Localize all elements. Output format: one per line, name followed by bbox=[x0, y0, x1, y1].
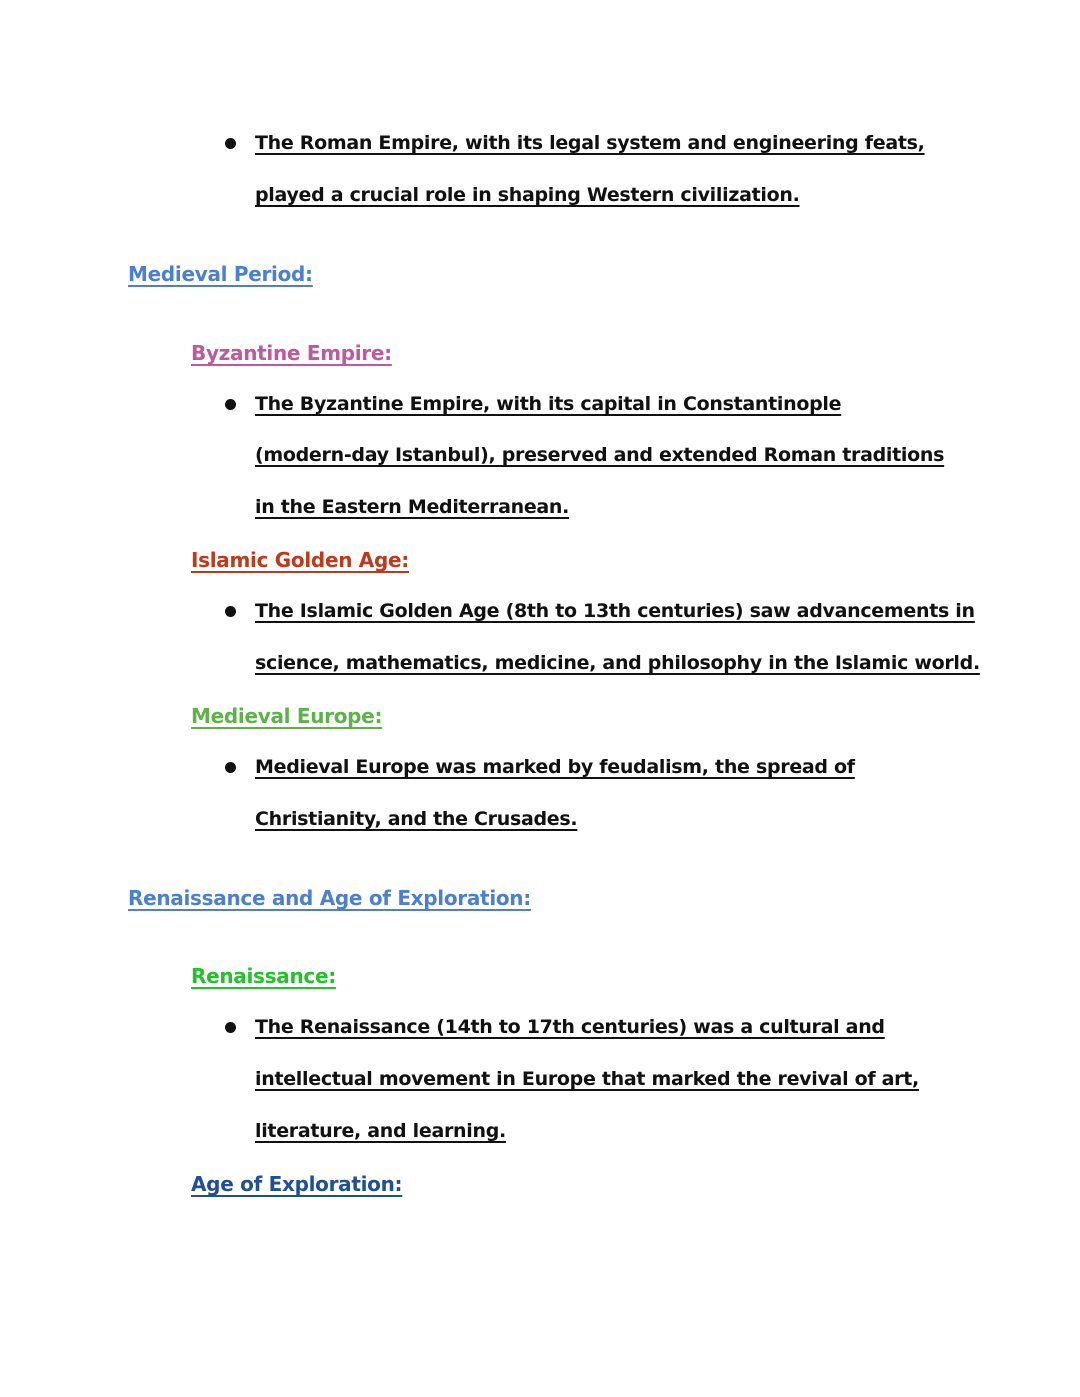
medieval-europe-text-line-1: Medieval Europe was marked by feudalism, the spread of bbox=[255, 756, 855, 778]
bullet-renaissance bbox=[225, 1022, 236, 1033]
bullet-roman bbox=[225, 138, 236, 149]
subheading-islamic: Islamic Golden Age: bbox=[191, 548, 409, 572]
roman-text-line-2: played a crucial role in shaping Western civilization. bbox=[255, 184, 800, 206]
subheading-age-of-exploration: Age of Exploration: bbox=[191, 1172, 403, 1196]
islamic-text-line-2: science, mathematics, medicine, and philosophy in the Islamic world. bbox=[255, 652, 980, 674]
bullet-byzantine bbox=[225, 399, 236, 410]
islamic-text-line-1: The Islamic Golden Age (8th to 13th centuries) saw advancements in bbox=[255, 600, 975, 622]
byzantine-text-line-3: in the Eastern Mediterranean. bbox=[255, 496, 570, 518]
byzantine-text-line-1: The Byzantine Empire, with its capital in Constantinople bbox=[255, 393, 842, 415]
renaissance-text-line-1: The Renaissance (14th to 17th centuries) was a cultural and bbox=[255, 1016, 885, 1038]
subheading-byzantine: Byzantine Empire: bbox=[191, 341, 392, 365]
bullet-medieval-europe bbox=[225, 762, 236, 773]
renaissance-text-line-3: literature, and learning. bbox=[255, 1120, 506, 1142]
subheading-medieval-europe: Medieval Europe: bbox=[191, 704, 383, 728]
section-heading-medieval: Medieval Period: bbox=[128, 262, 313, 286]
section-heading-renaissance-exploration: Renaissance and Age of Exploration: bbox=[128, 886, 531, 910]
medieval-europe-text-line-2: Christianity, and the Crusades. bbox=[255, 808, 578, 830]
subheading-renaissance: Renaissance: bbox=[191, 964, 336, 988]
renaissance-text-line-2: intellectual movement in Europe that marked the revival of art, bbox=[255, 1068, 919, 1090]
bullet-islamic bbox=[225, 606, 236, 617]
byzantine-text-line-2: (modern-day Istanbul), preserved and extended Roman traditions bbox=[255, 444, 945, 466]
roman-text-line-1: The Roman Empire, with its legal system and engineering feats, bbox=[255, 132, 925, 154]
